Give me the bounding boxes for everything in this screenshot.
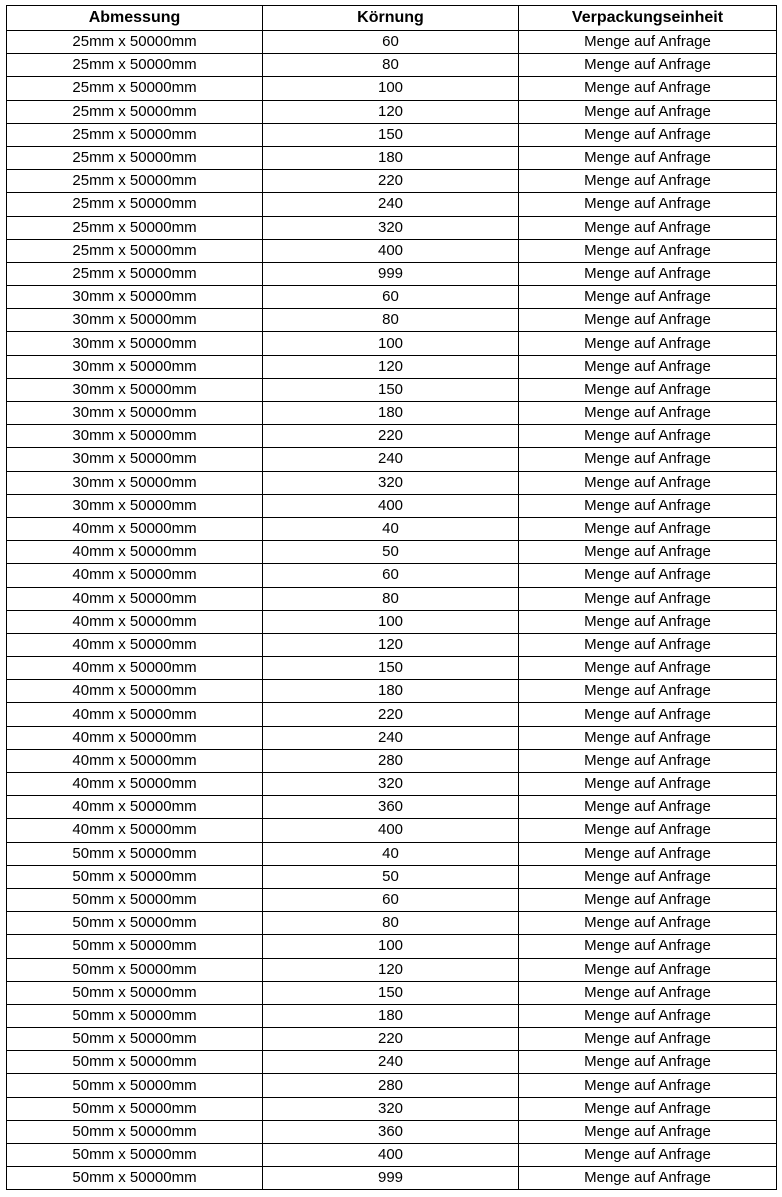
cell-abmessung: 40mm x 50000mm (7, 633, 263, 656)
table-row (7, 425, 777, 448)
cell-koernung: 40 (263, 517, 519, 540)
product-table-container (6, 5, 776, 1190)
cell-abmessung: 30mm x 50000mm (7, 378, 263, 401)
cell-abmessung: 30mm x 50000mm (7, 332, 263, 355)
table-row (7, 448, 777, 471)
cell-koernung: 220 (263, 703, 519, 726)
table-row (7, 100, 777, 123)
cell-koernung: 999 (263, 1167, 519, 1190)
cell-koernung: 180 (263, 1004, 519, 1027)
table-row (7, 865, 777, 888)
table-row (7, 796, 777, 819)
cell-verpackungseinheit: Menge auf Anfrage (519, 1120, 777, 1143)
cell-abmessung: 30mm x 50000mm (7, 402, 263, 425)
cell-koernung: 120 (263, 100, 519, 123)
cell-abmessung: 25mm x 50000mm (7, 193, 263, 216)
header-verpackungseinheit: Verpackungseinheit (519, 6, 777, 31)
cell-abmessung: 40mm x 50000mm (7, 680, 263, 703)
cell-koernung: 400 (263, 239, 519, 262)
cell-abmessung: 25mm x 50000mm (7, 262, 263, 285)
cell-verpackungseinheit: Menge auf Anfrage (519, 935, 777, 958)
cell-verpackungseinheit: Menge auf Anfrage (519, 749, 777, 772)
cell-verpackungseinheit: Menge auf Anfrage (519, 309, 777, 332)
cell-abmessung: 40mm x 50000mm (7, 703, 263, 726)
cell-koernung: 150 (263, 378, 519, 401)
cell-verpackungseinheit: Menge auf Anfrage (519, 239, 777, 262)
cell-koernung: 40 (263, 842, 519, 865)
table-row (7, 703, 777, 726)
cell-verpackungseinheit: Menge auf Anfrage (519, 912, 777, 935)
table-row (7, 123, 777, 146)
table-row (7, 1097, 777, 1120)
cell-koernung: 150 (263, 123, 519, 146)
cell-verpackungseinheit: Menge auf Anfrage (519, 100, 777, 123)
table-row (7, 1051, 777, 1074)
cell-verpackungseinheit: Menge auf Anfrage (519, 31, 777, 54)
table-row (7, 749, 777, 772)
cell-abmessung: 30mm x 50000mm (7, 355, 263, 378)
cell-verpackungseinheit: Menge auf Anfrage (519, 1051, 777, 1074)
cell-verpackungseinheit: Menge auf Anfrage (519, 958, 777, 981)
table-row (7, 1074, 777, 1097)
cell-verpackungseinheit: Menge auf Anfrage (519, 123, 777, 146)
cell-abmessung: 25mm x 50000mm (7, 100, 263, 123)
table-header (7, 6, 777, 31)
cell-koernung: 320 (263, 471, 519, 494)
cell-koernung: 320 (263, 216, 519, 239)
cell-verpackungseinheit: Menge auf Anfrage (519, 1074, 777, 1097)
table-row (7, 587, 777, 610)
cell-verpackungseinheit: Menge auf Anfrage (519, 773, 777, 796)
cell-koernung: 150 (263, 657, 519, 680)
table-row (7, 1144, 777, 1167)
cell-verpackungseinheit: Menge auf Anfrage (519, 216, 777, 239)
cell-abmessung: 25mm x 50000mm (7, 239, 263, 262)
cell-abmessung: 40mm x 50000mm (7, 819, 263, 842)
cell-abmessung: 50mm x 50000mm (7, 1120, 263, 1143)
cell-abmessung: 50mm x 50000mm (7, 888, 263, 911)
cell-verpackungseinheit: Menge auf Anfrage (519, 425, 777, 448)
table-row (7, 564, 777, 587)
cell-verpackungseinheit: Menge auf Anfrage (519, 517, 777, 540)
cell-koernung: 400 (263, 819, 519, 842)
cell-koernung: 220 (263, 1028, 519, 1051)
cell-koernung: 60 (263, 286, 519, 309)
cell-abmessung: 25mm x 50000mm (7, 77, 263, 100)
table-row (7, 726, 777, 749)
cell-verpackungseinheit: Menge auf Anfrage (519, 1097, 777, 1120)
cell-abmessung: 25mm x 50000mm (7, 146, 263, 169)
table-row (7, 355, 777, 378)
cell-abmessung: 30mm x 50000mm (7, 286, 263, 309)
table-row (7, 471, 777, 494)
cell-abmessung: 40mm x 50000mm (7, 773, 263, 796)
cell-abmessung: 40mm x 50000mm (7, 564, 263, 587)
cell-abmessung: 25mm x 50000mm (7, 54, 263, 77)
table-row (7, 193, 777, 216)
cell-abmessung: 50mm x 50000mm (7, 935, 263, 958)
cell-abmessung: 30mm x 50000mm (7, 309, 263, 332)
cell-koernung: 220 (263, 425, 519, 448)
cell-abmessung: 40mm x 50000mm (7, 726, 263, 749)
cell-koernung: 120 (263, 355, 519, 378)
cell-abmessung: 50mm x 50000mm (7, 958, 263, 981)
cell-verpackungseinheit: Menge auf Anfrage (519, 888, 777, 911)
cell-abmessung: 25mm x 50000mm (7, 31, 263, 54)
cell-verpackungseinheit: Menge auf Anfrage (519, 494, 777, 517)
table-row (7, 517, 777, 540)
cell-verpackungseinheit: Menge auf Anfrage (519, 610, 777, 633)
cell-verpackungseinheit: Menge auf Anfrage (519, 842, 777, 865)
cell-koernung: 180 (263, 680, 519, 703)
table-row (7, 1120, 777, 1143)
cell-verpackungseinheit: Menge auf Anfrage (519, 1144, 777, 1167)
cell-koernung: 80 (263, 309, 519, 332)
table-row (7, 1028, 777, 1051)
cell-koernung: 150 (263, 981, 519, 1004)
cell-verpackungseinheit: Menge auf Anfrage (519, 471, 777, 494)
table-row (7, 239, 777, 262)
table-row (7, 309, 777, 332)
table-row (7, 494, 777, 517)
cell-abmessung: 50mm x 50000mm (7, 1097, 263, 1120)
cell-verpackungseinheit: Menge auf Anfrage (519, 865, 777, 888)
cell-koernung: 60 (263, 888, 519, 911)
table-row (7, 77, 777, 100)
cell-verpackungseinheit: Menge auf Anfrage (519, 170, 777, 193)
cell-verpackungseinheit: Menge auf Anfrage (519, 796, 777, 819)
table-row (7, 842, 777, 865)
cell-abmessung: 30mm x 50000mm (7, 494, 263, 517)
cell-abmessung: 40mm x 50000mm (7, 587, 263, 610)
cell-koernung: 50 (263, 865, 519, 888)
cell-koernung: 50 (263, 541, 519, 564)
cell-abmessung: 30mm x 50000mm (7, 425, 263, 448)
product-table (6, 5, 777, 1190)
cell-abmessung: 50mm x 50000mm (7, 1028, 263, 1051)
cell-koernung: 360 (263, 1120, 519, 1143)
cell-verpackungseinheit: Menge auf Anfrage (519, 448, 777, 471)
table-row (7, 216, 777, 239)
cell-verpackungseinheit: Menge auf Anfrage (519, 54, 777, 77)
cell-verpackungseinheit: Menge auf Anfrage (519, 355, 777, 378)
cell-koernung: 400 (263, 1144, 519, 1167)
table-row (7, 680, 777, 703)
cell-verpackungseinheit: Menge auf Anfrage (519, 703, 777, 726)
table-row (7, 541, 777, 564)
cell-abmessung: 50mm x 50000mm (7, 912, 263, 935)
cell-abmessung: 50mm x 50000mm (7, 842, 263, 865)
cell-koernung: 280 (263, 749, 519, 772)
cell-verpackungseinheit: Menge auf Anfrage (519, 332, 777, 355)
cell-verpackungseinheit: Menge auf Anfrage (519, 726, 777, 749)
cell-abmessung: 50mm x 50000mm (7, 865, 263, 888)
cell-abmessung: 25mm x 50000mm (7, 216, 263, 239)
cell-abmessung: 40mm x 50000mm (7, 796, 263, 819)
cell-abmessung: 50mm x 50000mm (7, 1167, 263, 1190)
table-row (7, 912, 777, 935)
cell-koernung: 240 (263, 193, 519, 216)
cell-abmessung: 50mm x 50000mm (7, 981, 263, 1004)
cell-koernung: 180 (263, 402, 519, 425)
cell-koernung: 280 (263, 1074, 519, 1097)
cell-abmessung: 30mm x 50000mm (7, 471, 263, 494)
table-row (7, 958, 777, 981)
cell-verpackungseinheit: Menge auf Anfrage (519, 402, 777, 425)
cell-koernung: 120 (263, 958, 519, 981)
cell-verpackungseinheit: Menge auf Anfrage (519, 286, 777, 309)
header-row (7, 6, 777, 31)
cell-abmessung: 50mm x 50000mm (7, 1074, 263, 1097)
cell-koernung: 320 (263, 773, 519, 796)
cell-koernung: 60 (263, 564, 519, 587)
cell-koernung: 80 (263, 54, 519, 77)
cell-verpackungseinheit: Menge auf Anfrage (519, 378, 777, 401)
table-row (7, 262, 777, 285)
cell-abmessung: 50mm x 50000mm (7, 1004, 263, 1027)
table-row (7, 402, 777, 425)
cell-koernung: 320 (263, 1097, 519, 1120)
cell-koernung: 180 (263, 146, 519, 169)
cell-verpackungseinheit: Menge auf Anfrage (519, 193, 777, 216)
table-row (7, 146, 777, 169)
cell-koernung: 60 (263, 31, 519, 54)
table-row (7, 31, 777, 54)
cell-koernung: 100 (263, 610, 519, 633)
cell-abmessung: 50mm x 50000mm (7, 1144, 263, 1167)
cell-abmessung: 40mm x 50000mm (7, 749, 263, 772)
cell-koernung: 999 (263, 262, 519, 285)
header-abmessung: Abmessung (7, 6, 263, 31)
table-row (7, 610, 777, 633)
cell-abmessung: 40mm x 50000mm (7, 610, 263, 633)
cell-abmessung: 40mm x 50000mm (7, 517, 263, 540)
cell-verpackungseinheit: Menge auf Anfrage (519, 146, 777, 169)
cell-verpackungseinheit: Menge auf Anfrage (519, 819, 777, 842)
table-row (7, 378, 777, 401)
cell-koernung: 240 (263, 448, 519, 471)
cell-verpackungseinheit: Menge auf Anfrage (519, 77, 777, 100)
table-row (7, 633, 777, 656)
cell-koernung: 80 (263, 587, 519, 610)
cell-koernung: 100 (263, 332, 519, 355)
table-row (7, 888, 777, 911)
table-row (7, 935, 777, 958)
cell-verpackungseinheit: Menge auf Anfrage (519, 541, 777, 564)
cell-koernung: 80 (263, 912, 519, 935)
cell-verpackungseinheit: Menge auf Anfrage (519, 633, 777, 656)
cell-koernung: 240 (263, 726, 519, 749)
table-row (7, 286, 777, 309)
table-row (7, 819, 777, 842)
table-body (7, 31, 777, 1190)
cell-koernung: 360 (263, 796, 519, 819)
cell-verpackungseinheit: Menge auf Anfrage (519, 981, 777, 1004)
cell-verpackungseinheit: Menge auf Anfrage (519, 262, 777, 285)
cell-koernung: 400 (263, 494, 519, 517)
cell-verpackungseinheit: Menge auf Anfrage (519, 1167, 777, 1190)
cell-abmessung: 25mm x 50000mm (7, 170, 263, 193)
table-row (7, 1167, 777, 1190)
cell-abmessung: 50mm x 50000mm (7, 1051, 263, 1074)
table-row (7, 170, 777, 193)
cell-verpackungseinheit: Menge auf Anfrage (519, 680, 777, 703)
table-row (7, 773, 777, 796)
cell-koernung: 220 (263, 170, 519, 193)
table-row (7, 54, 777, 77)
cell-koernung: 240 (263, 1051, 519, 1074)
cell-abmessung: 40mm x 50000mm (7, 541, 263, 564)
cell-koernung: 100 (263, 935, 519, 958)
table-row (7, 1004, 777, 1027)
cell-verpackungseinheit: Menge auf Anfrage (519, 657, 777, 680)
cell-verpackungseinheit: Menge auf Anfrage (519, 1028, 777, 1051)
table-row (7, 981, 777, 1004)
cell-koernung: 100 (263, 77, 519, 100)
cell-abmessung: 40mm x 50000mm (7, 657, 263, 680)
cell-verpackungseinheit: Menge auf Anfrage (519, 1004, 777, 1027)
header-koernung: Körnung (263, 6, 519, 31)
cell-abmessung: 25mm x 50000mm (7, 123, 263, 146)
cell-koernung: 120 (263, 633, 519, 656)
table-row (7, 657, 777, 680)
table-row (7, 332, 777, 355)
cell-abmessung: 30mm x 50000mm (7, 448, 263, 471)
cell-verpackungseinheit: Menge auf Anfrage (519, 564, 777, 587)
cell-verpackungseinheit: Menge auf Anfrage (519, 587, 777, 610)
